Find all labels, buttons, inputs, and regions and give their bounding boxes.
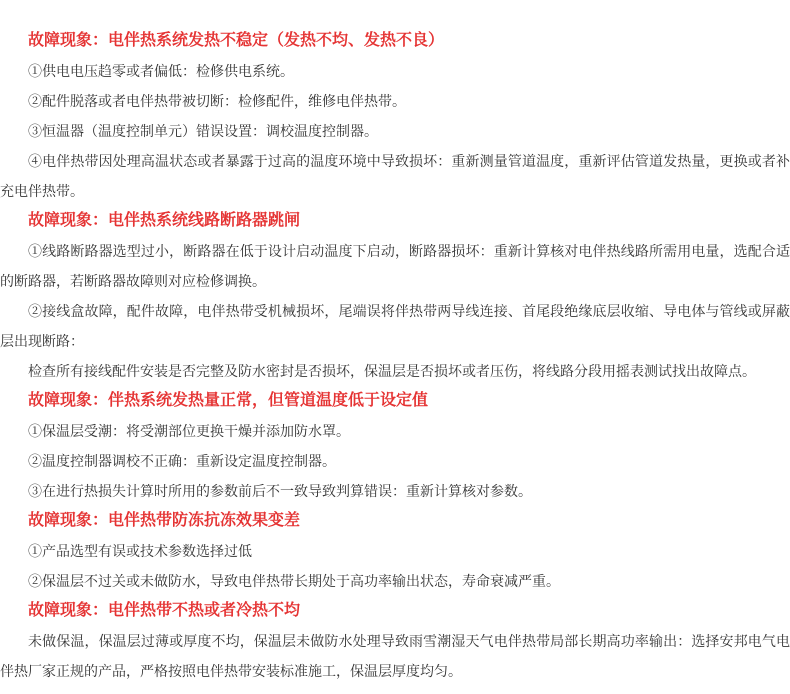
fault-heading: 故障现象：电伴热带防冻抗冻效果变差: [28, 512, 301, 529]
fault-paragraph: ②保温层不过关或未做防水，导致电伴热带长期处于高功率输出状态，寿命衰减严重。: [28, 573, 560, 589]
fault-paragraph: ②温度控制器调校不正确：重新设定温度控制器。: [28, 453, 336, 469]
fault-heading: 故障现象：伴热系统发热量正常，但管道温度低于设定值: [28, 392, 429, 409]
fault-paragraph: ①产品选型有误或技术参数选择过低: [28, 543, 252, 559]
fault-section: [0, 596, 790, 686]
fault-paragraph: 未做保温，保温层过薄或厚度不均，保温层未做防水处理导致雨雪潮湿天气电伴热带局部长期高功率输出：选择安邦电气电伴热厂家正规的产品，严格按照电伴热带安装标准施工，保温层厚度均匀。: [0, 633, 790, 679]
fault-section: [0, 206, 790, 386]
fault-paragraph: 检查所有接线配件安装是否完整及防水密封是否损坏，保温层是否损坏或者压伤，将线路分段用摇表测试找出故障点。: [28, 363, 756, 379]
fault-heading: 故障现象：电伴热系统线路断路器跳闸: [28, 212, 301, 229]
fault-paragraph: ①线路断路器选型过小，断路器在低于设计启动温度下启动，断路器损坏：重新计算核对电伴热线路所需用电量，选配合适的断路器，若断路器故障则对应检修调换。: [0, 243, 790, 289]
fault-paragraph: ③恒温器（温度控制单元）错误设置：调校温度控制器。: [28, 123, 378, 139]
fault-section: [0, 386, 790, 506]
fault-paragraph: ④电伴热带因处理高温状态或者暴露于过高的温度环境中导致损坏：重新测量管道温度，重新评估管道发热量，更换或者补充电伴热带。: [0, 153, 790, 199]
fault-section: [0, 506, 790, 596]
fault-paragraph: ①保温层受潮：将受潮部位更换干燥并添加防水罩。: [28, 423, 350, 439]
fault-section: [0, 26, 790, 206]
fault-paragraph: ①供电电压趋零或者偏低：检修供电系统。: [28, 63, 294, 79]
fault-paragraph: ③在进行热损失计算时所用的参数前后不一致导致判算错误：重新计算核对参数。: [28, 483, 532, 499]
fault-paragraph: ②接线盒故障，配件故障，电伴热带受机械损坏，尾端误将伴热带两导线连接、首尾段绝缘底层收缩、导电体与管线或屏蔽层出现断路：: [0, 303, 790, 349]
fault-paragraph: ②配件脱落或者电伴热带被切断：检修配件，维修电伴热带。: [28, 93, 406, 109]
fault-heading: 故障现象：电伴热系统发热不稳定（发热不均、发热不良）: [28, 32, 445, 49]
fault-heading: 故障现象：电伴热带不热或者冷热不均: [28, 602, 301, 619]
